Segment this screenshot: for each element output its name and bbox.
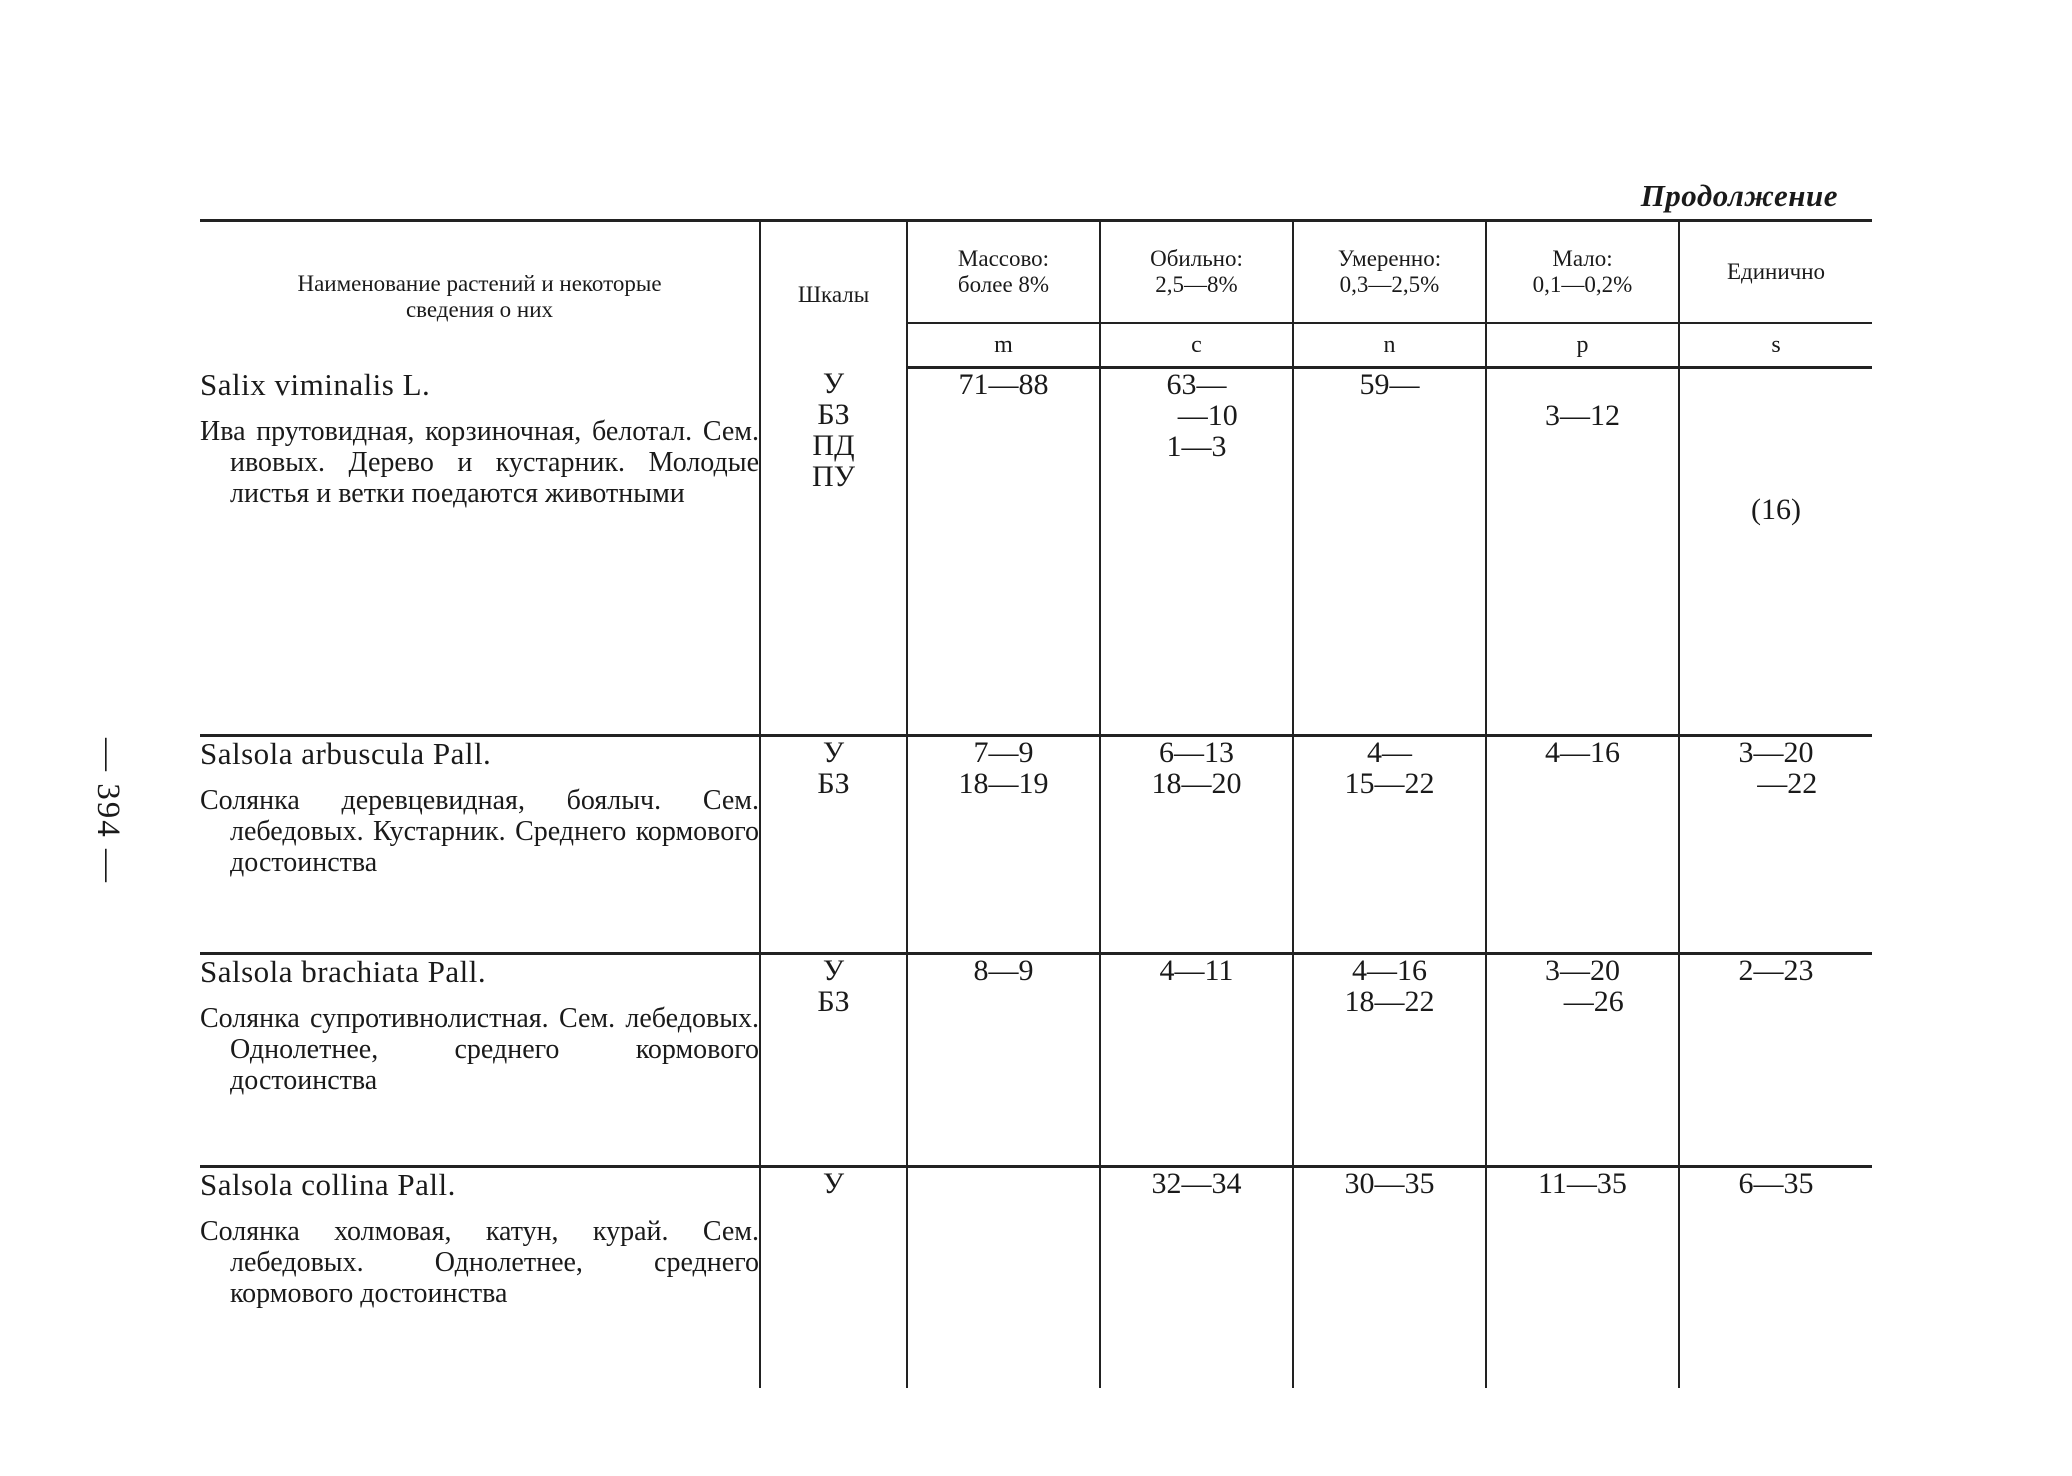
value-c: 4—11 [1100,954,1293,1167]
header-group-few [1486,221,1679,324]
header-group-single [1679,221,1872,324]
header-code-m: m [907,323,1100,368]
header-name-text: Наименование растений и некоторые сведения о них [297,270,662,322]
value-n: 30—35 [1293,1167,1486,1389]
plant-latin-name: Salsola collina Pall. [200,1167,456,1202]
header-group-mass [907,221,1100,324]
value-n: 4— 15—22 [1293,736,1486,954]
plant-description: Ива прутовидная, корзиночная, белотал. Сем. ивовых. Дерево и кустарник. Молодые листья и ветки поедаются животными [200,415,759,509]
plants-table [200,219,1872,1388]
page-number: — 394 — [90,738,126,884]
value-c: 63— —10 1—3 [1100,368,1293,736]
header-code-s: s [1679,323,1872,368]
plant-latin-name: Salsola brachiata Pall. [200,954,487,989]
header-group-single-title: Единично [1726,259,1826,284]
header-name-column [200,221,760,368]
header-group-abundant [1100,221,1293,324]
scale-cell: У [760,1167,907,1389]
header-code-p: p [1486,323,1679,368]
value-s: 2—23 [1679,954,1872,1167]
table-body [200,368,1872,1389]
continuation-label: Продолжение [1640,178,1838,213]
plant-description: Солянка супротивнолистная. Сем. лебедовых. Однолетнее, среднего кормового достоинства [200,1003,759,1096]
plant-description: Солянка деревцевидная, боялыч. Сем. лебедовых. Кустарник. Среднего кормового достоинства [200,785,759,878]
header-code-n: n [1293,323,1486,368]
table-row [200,368,1872,736]
value-n: 4—16 18—22 [1293,954,1486,1167]
header-group-mass-title: Массово: более 8% [957,246,1050,297]
table-row [200,1167,1872,1389]
value-s: 3—20 —22 [1679,736,1872,954]
header-group-moderate-title: Умеренно: 0,3—2,5% [1337,246,1442,297]
scale-cell: У БЗ [760,954,907,1167]
header-scale-column: Шкалы [760,221,907,368]
value-p: 3—12 [1486,368,1679,736]
plant-name-cell [200,954,760,1167]
plant-name-cell [200,736,760,954]
value-m: 8—9 [907,954,1100,1167]
plant-latin-name: Salsola arbuscula Pall. [200,736,492,771]
header-code-c: c [1100,323,1293,368]
value-m: 71—88 [907,368,1100,736]
table-header [200,221,1872,368]
value-p: 4—16 [1486,736,1679,954]
header-group-abundant-title: Обильно: 2,5—8% [1150,246,1243,297]
table-row [200,736,1872,954]
value-m: 7—9 18—19 [907,736,1100,954]
value-p: 11—35 [1486,1167,1679,1389]
value-s: (16) [1679,368,1872,736]
header-group-moderate [1293,221,1486,324]
value-p: 3—20 —26 [1486,954,1679,1167]
value-m [907,1167,1100,1389]
table-row [200,954,1872,1167]
value-c: 32—34 [1100,1167,1293,1389]
plant-latin-name: Salix viminalis L. [200,366,431,402]
header-group-few-title: Мало: 0,1—0,2% [1532,246,1633,297]
scale-cell: У БЗ ПД ПУ [760,368,907,736]
plant-description: Солянка холмовая, катун, курай. Сем. лебедовых. Однолетнее, среднего кормового достоинства [200,1216,759,1309]
plant-name-cell [200,1167,760,1389]
scale-cell: У БЗ [760,736,907,954]
value-c: 6—13 18—20 [1100,736,1293,954]
value-s: 6—35 [1679,1167,1872,1389]
value-n: 59— [1293,368,1486,736]
plant-name-cell [200,368,760,736]
